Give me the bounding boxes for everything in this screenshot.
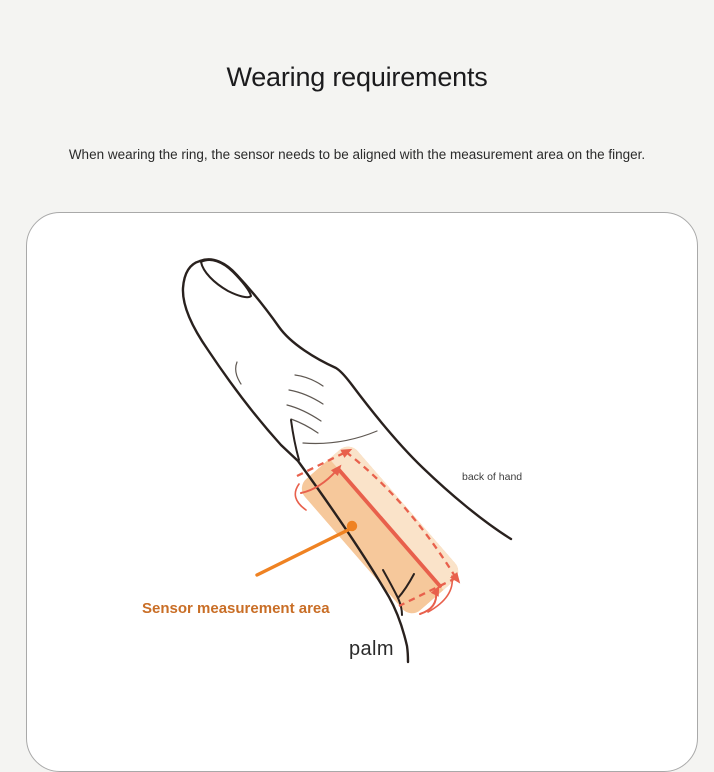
page-title: Wearing requirements: [226, 62, 488, 93]
callout-dot: [347, 521, 357, 531]
page-description: When wearing the ring, the sensor needs to be aligned with the measurement area on the finger.: [68, 146, 646, 162]
callout-line: [257, 529, 350, 575]
fingernail: [201, 260, 251, 297]
back-of-hand-label: back of hand: [462, 471, 523, 483]
palm-label: palm: [349, 638, 394, 660]
knuckle-wrinkles: [236, 362, 377, 444]
sensor-area-label: Sensor measurement area: [142, 600, 330, 617]
